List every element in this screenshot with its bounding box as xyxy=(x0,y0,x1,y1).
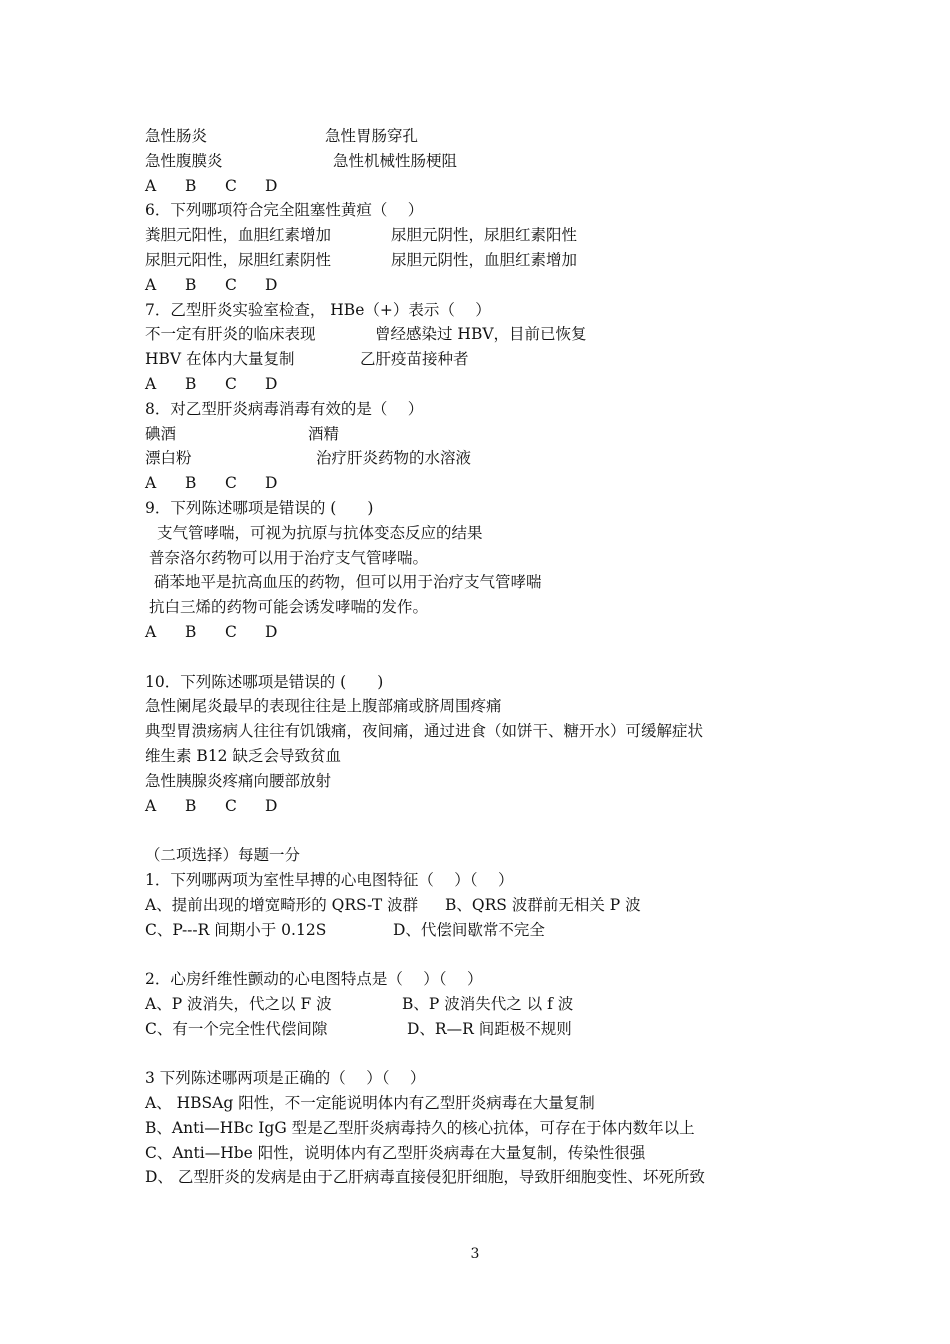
answer-letter: A xyxy=(145,374,157,393)
answer-letter: C xyxy=(225,474,237,493)
page-content xyxy=(145,124,845,1190)
q6-row-1 xyxy=(145,223,845,248)
answer-letter: C xyxy=(225,275,237,294)
option-text: 支气管哮喘，可视为抗原与抗体变态反应的结果 xyxy=(157,523,483,542)
answer-letter: A xyxy=(145,474,157,493)
option-text: 急性腹膜炎 xyxy=(145,151,223,170)
answer-letter: D xyxy=(265,796,278,815)
option-text: A、 HBSAg 阳性，不一定能说明体内有乙型肝炎病毒在大量复制 xyxy=(145,1094,595,1113)
option-text: 不一定有肝炎的临床表现 xyxy=(145,325,316,344)
option-text: 普奈洛尔药物可以用于治疗支气管哮喘。 xyxy=(149,548,429,567)
option-text: 硝苯地平是抗高血压的药物，但可以用于治疗支气管哮喘 xyxy=(154,573,542,592)
question-stem: 8．对乙型肝炎病毒消毒有效的是（ ） xyxy=(145,399,424,418)
answer-letter: B xyxy=(185,374,197,393)
option-text: 急性胃肠穿孔 xyxy=(325,127,419,145)
q7-row-1 xyxy=(145,322,845,347)
q5-row-1 xyxy=(145,124,845,149)
answer-letter: D xyxy=(265,374,278,393)
q5-answer-letters xyxy=(145,174,845,199)
q5-row-2 xyxy=(145,149,845,174)
q6-row-2 xyxy=(145,248,845,273)
option-text: D、代偿间歇常不完全 xyxy=(393,920,545,939)
question-stem: 2．心房纤维性颤动的心电图特点是（ ）（ ） xyxy=(145,970,483,989)
answer-letter: A xyxy=(145,796,157,815)
option-text: C、P---R 间期小于 0.12S xyxy=(145,920,327,939)
answer-letter: B xyxy=(185,622,197,641)
q10-answer-letters xyxy=(145,794,845,819)
answer-letter: A xyxy=(145,176,157,195)
spacer xyxy=(145,942,845,967)
answer-letter: D xyxy=(265,275,278,294)
q7-answer-letters xyxy=(145,372,845,397)
option-text: C、有一个完全性代偿间隙 xyxy=(145,1019,328,1038)
answer-letter: B xyxy=(185,796,197,815)
option-text: D、 乙型肝炎的发病是由于乙肝病毒直接侵犯肝细胞，导致肝细胞变性、坏死所致 xyxy=(145,1168,705,1187)
option-text: 曾经感染过 HBV，目前已恢复 xyxy=(375,325,587,344)
option-text: 维生素 B12 缺乏会导致贫血 xyxy=(145,746,341,765)
answer-letter: D xyxy=(265,474,278,493)
answer-letter: B xyxy=(185,275,197,294)
option-text: 尿胆元阳性，尿胆红素阴性 xyxy=(145,250,332,269)
spacer xyxy=(145,1041,845,1066)
answer-letter: C xyxy=(225,796,237,815)
question-stem: 7．乙型肝炎实验室检查， HBe（+）表示（ ） xyxy=(145,300,491,319)
s2-q2-row-2 xyxy=(145,1017,845,1042)
question-stem: 10．下列陈述哪项是错误的 ( ) xyxy=(145,672,384,691)
option-text: 酒精 xyxy=(308,424,340,443)
option-text: 尿胆元阴性，血胆红素增加 xyxy=(391,250,578,269)
question-stem: 3 下列陈述哪两项是正确的（ ）（ ） xyxy=(145,1069,426,1088)
option-text: 乙肝疫苗接种者 xyxy=(360,350,469,369)
answer-letter: C xyxy=(225,176,237,195)
answer-letter: B xyxy=(185,176,197,195)
section-title: （二项选择）每题一分 xyxy=(145,846,301,865)
option-text: C、Anti—Hbe 阳性，说明体内有乙型肝炎病毒在大量复制，传染性很强 xyxy=(145,1143,646,1162)
page-number: 3 xyxy=(470,1246,480,1262)
q6-answer-letters xyxy=(145,273,845,298)
option-text: 碘酒 xyxy=(145,424,177,443)
option-text: 急性肠炎 xyxy=(145,127,208,145)
option-text: 抗白三烯的药物可能会诱发哮喘的发作。 xyxy=(149,598,429,617)
question-stem: 1．下列哪两项为室性早搏的心电图特征（ ）（ ） xyxy=(145,870,514,889)
s2-q1-row-2 xyxy=(145,918,845,943)
q9-answer-letters xyxy=(145,620,845,645)
answer-letter: B xyxy=(185,474,197,493)
answer-letter: C xyxy=(225,374,237,393)
spacer xyxy=(145,818,845,843)
option-text: 粪胆元阳性，血胆红素增加 xyxy=(145,226,332,245)
q8-row-1 xyxy=(145,422,845,447)
answer-letter: C xyxy=(225,622,237,641)
question-stem: 6．下列哪项符合完全阻塞性黄疸（ ） xyxy=(145,201,424,220)
answer-letter: A xyxy=(145,275,157,294)
option-text: 治疗肝炎药物的水溶液 xyxy=(316,449,472,468)
option-text: 急性阑尾炎最早的表现往往是上腹部痛或脐周围疼痛 xyxy=(145,697,502,716)
option-text: B、QRS 波群前无相关 P 波 xyxy=(445,895,641,914)
q8-answer-letters xyxy=(145,471,845,496)
s2-q2-row-1 xyxy=(145,992,845,1017)
option-text: 尿胆元阴性，尿胆红素阳性 xyxy=(391,226,578,245)
q8-row-2 xyxy=(145,446,845,471)
option-text: 漂白粉 xyxy=(145,449,192,468)
answer-letter: D xyxy=(265,176,278,195)
answer-letter: D xyxy=(265,622,278,641)
option-text: A、提前出现的增宽畸形的 QRS-T 波群 xyxy=(145,895,419,914)
question-stem: 9．下列陈述哪项是错误的 ( ) xyxy=(145,498,374,517)
option-text: 典型胃溃疡病人往往有饥饿痛，夜间痛，通过进食（如饼干、糖开水）可缓解症状 xyxy=(145,722,704,741)
option-text: 急性机械性肠梗阻 xyxy=(333,151,458,170)
option-text: HBV 在体内大量复制 xyxy=(145,350,295,369)
answer-letter: A xyxy=(145,622,157,641)
option-text: B、P 波消失代之 以 f 波 xyxy=(402,994,574,1013)
option-text: A、P 波消失，代之以 F 波 xyxy=(145,994,332,1013)
s2-q1-row-1 xyxy=(145,893,845,918)
option-text: 急性胰腺炎疼痛向腰部放射 xyxy=(145,771,332,790)
q7-row-2 xyxy=(145,347,845,372)
option-text: B、Anti—HBc IgG 型是乙型肝炎病毒持久的核心抗体，可存在于体内数年以上 xyxy=(145,1118,695,1137)
option-text: D、R—R 间距极不规则 xyxy=(407,1019,572,1038)
spacer xyxy=(145,645,845,670)
